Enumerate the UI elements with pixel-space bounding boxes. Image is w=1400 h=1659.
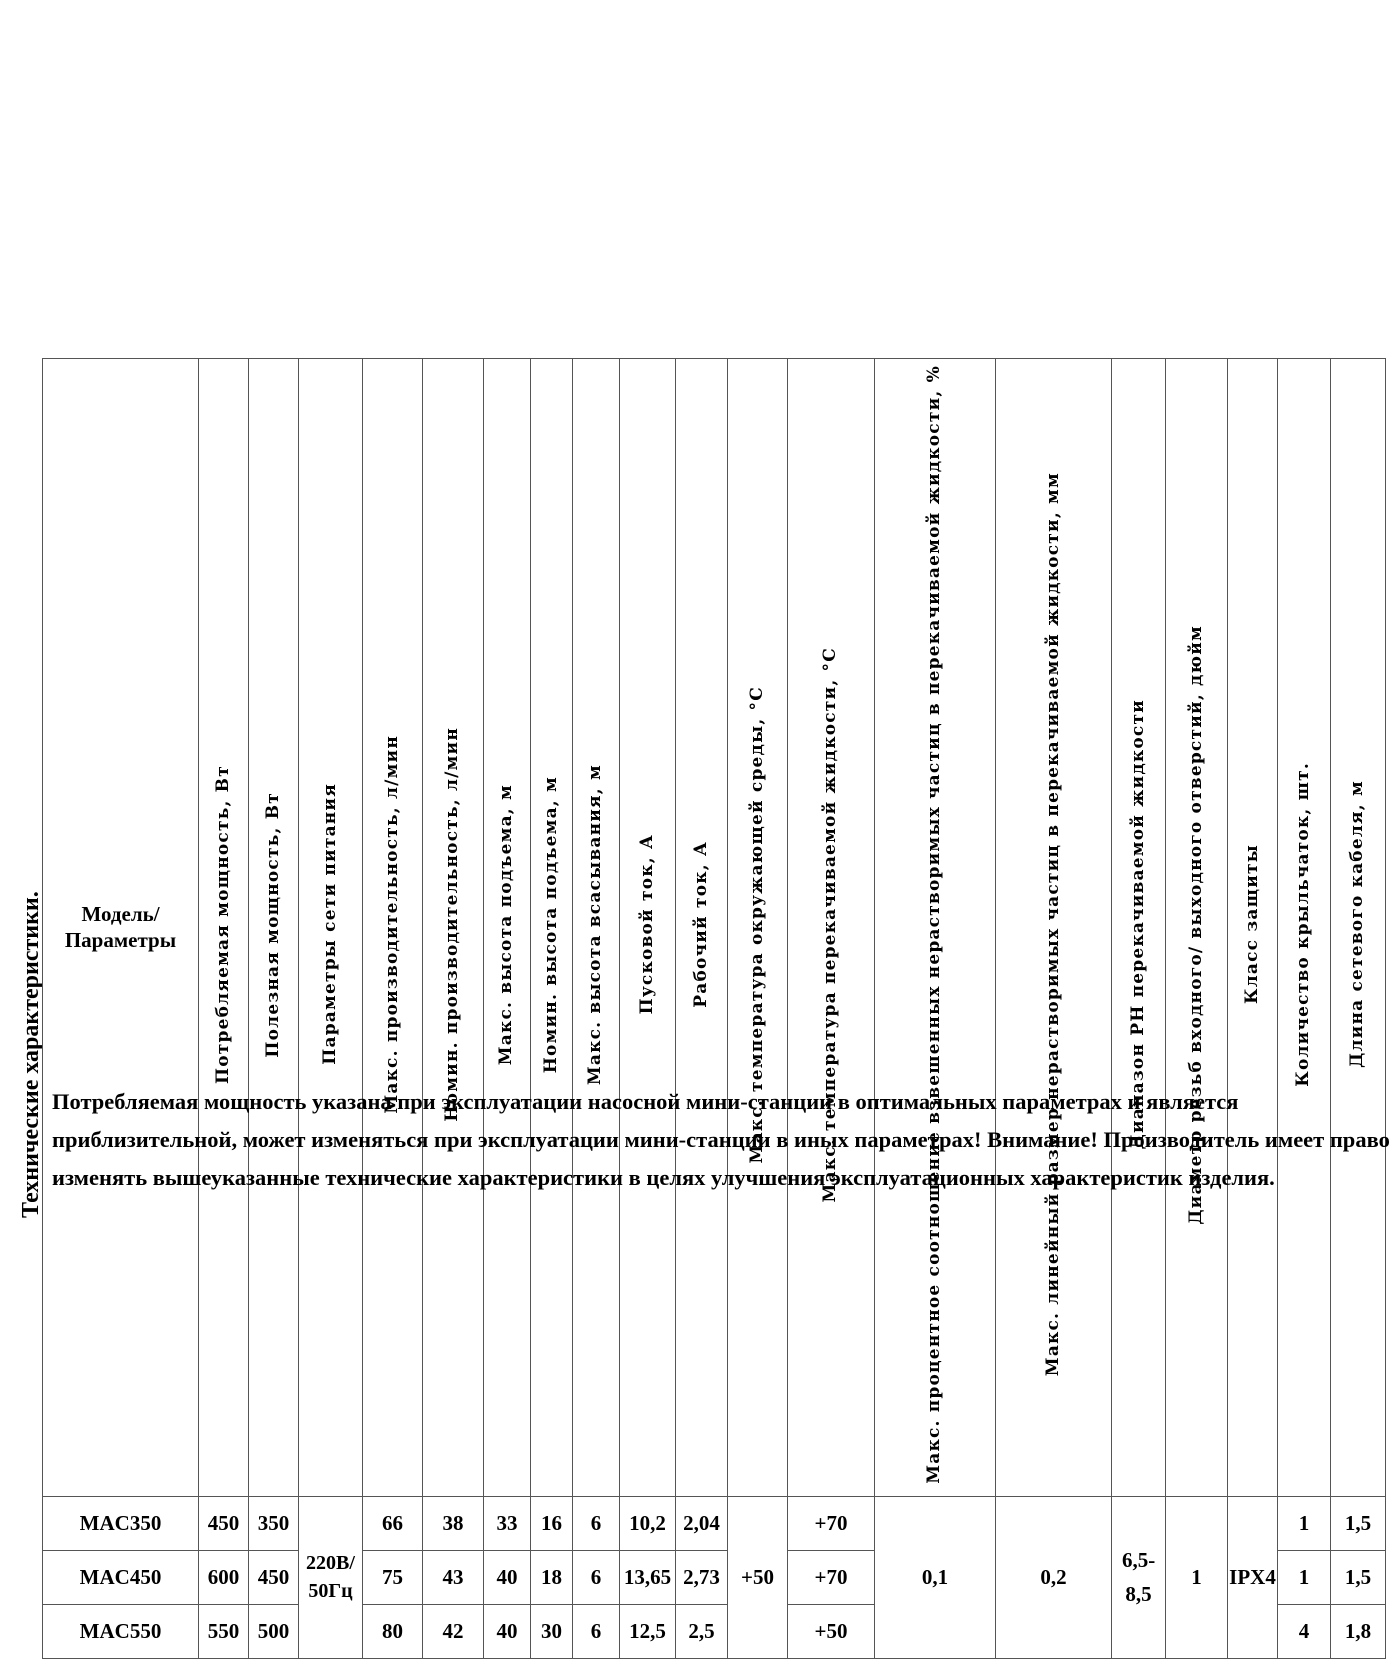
power-out-cell: 450 — [249, 1550, 299, 1604]
max-head-cell: 33 — [484, 1496, 531, 1550]
start-current-cell: 12,5 — [620, 1604, 676, 1658]
nom-flow-cell: 38 — [423, 1496, 484, 1550]
header-nom-flow: Номин. производительность, л/мин — [423, 359, 484, 1497]
header-impellers: Количество крыльчаток, шт. — [1278, 359, 1331, 1497]
model-cell: MAC550 — [43, 1604, 199, 1658]
work-current-cell: 2,5 — [676, 1604, 728, 1658]
header-protection-class: Класс защиты — [1228, 359, 1278, 1497]
specs-table — [42, 358, 1386, 1659]
start-current-cell: 13,65 — [620, 1550, 676, 1604]
max-flow-cell: 75 — [363, 1550, 423, 1604]
impellers-cell: 1 — [1278, 1496, 1331, 1550]
header-ambient-temp: Макс. температура окружающей среды, °С — [728, 359, 788, 1497]
max-suction-cell: 6 — [573, 1550, 620, 1604]
protection-class-cell: IPX4 — [1228, 1496, 1278, 1658]
max-suction-cell: 6 — [573, 1496, 620, 1550]
header-row — [43, 359, 1386, 1497]
header-start-current: Пусковой ток, А — [620, 359, 676, 1497]
header-power-in: Потребляемая мощность, Вт — [199, 359, 249, 1497]
nom-head-cell: 16 — [531, 1496, 573, 1550]
header-max-head: Макс. высота подъема, м — [484, 359, 531, 1497]
header-liquid-temp: Макс. температура перекачиваемой жидкости, °С — [788, 359, 875, 1497]
particles-percent-cell: 0,1 — [875, 1496, 996, 1658]
header-particles-percent: Макс. процентное соотношение взвешенных нерастворимых частиц в перекачиваемой жидкости, % — [875, 359, 996, 1497]
header-particle-size: Макс. линейный размер нерастворимых частиц в перекачиваемой жидкости, мм — [996, 359, 1112, 1497]
corner-header-line2: Параметры — [64, 928, 177, 953]
nom-head-cell: 30 — [531, 1604, 573, 1658]
particle-size-cell: 0,2 — [996, 1496, 1112, 1658]
mains-cell: 220В/ 50Гц — [299, 1496, 363, 1658]
side-title: Технические характеристики. — [18, 891, 44, 1218]
max-suction-cell: 6 — [573, 1604, 620, 1658]
nom-flow-cell: 43 — [423, 1550, 484, 1604]
model-cell: MAC450 — [43, 1550, 199, 1604]
power-in-cell: 550 — [199, 1604, 249, 1658]
thread-diameter-cell: 1 — [1166, 1496, 1228, 1658]
power-in-cell: 600 — [199, 1550, 249, 1604]
liquid-temp-cell: +70 — [788, 1496, 875, 1550]
header-work-current: Рабочий ток, А — [676, 359, 728, 1497]
power-in-cell: 450 — [199, 1496, 249, 1550]
corner-header-line1: Модель/ — [81, 902, 160, 927]
start-current-cell: 10,2 — [620, 1496, 676, 1550]
liquid-temp-cell: +70 — [788, 1550, 875, 1604]
header-max-flow: Макс. производительность, л/мин — [363, 359, 423, 1497]
footnote: Потребляемая мощность указана при эксплуатации насосной мини-станции в оптимальных параметрах и является приблизительной, может изменяться при эксплуатации мини-станции в иных параметрах! Внимание! Производитель имеет право изменять вышеуказанные технические характеристики в целях улучшения эксплуатационных характеристик изделия. — [52, 1089, 1390, 1190]
power-out-cell: 500 — [249, 1604, 299, 1658]
work-current-cell: 2,04 — [676, 1496, 728, 1550]
table-row — [43, 1496, 1386, 1550]
work-current-cell: 2,73 — [676, 1550, 728, 1604]
header-thread-diameter: Диаметр резьб входного/ выходного отверстий, дюйм — [1166, 359, 1228, 1497]
nom-head-cell: 18 — [531, 1550, 573, 1604]
max-head-cell: 40 — [484, 1604, 531, 1658]
ph-range-cell: 6,5- 8,5 — [1112, 1496, 1166, 1658]
nom-flow-cell: 42 — [423, 1604, 484, 1658]
impellers-cell: 4 — [1278, 1604, 1331, 1658]
liquid-temp-cell: +50 — [788, 1604, 875, 1658]
ambient-temp-cell: +50 — [728, 1496, 788, 1658]
corner-header — [43, 359, 199, 1497]
cable-cell: 1,8 — [1331, 1604, 1386, 1658]
cable-cell: 1,5 — [1331, 1550, 1386, 1604]
power-out-cell: 350 — [249, 1496, 299, 1550]
impellers-cell: 1 — [1278, 1550, 1331, 1604]
header-cable: Длина сетевого кабеля, м — [1331, 359, 1386, 1497]
header-nom-head: Номин. высота подъема, м — [531, 359, 573, 1497]
max-flow-cell: 80 — [363, 1604, 423, 1658]
cable-cell: 1,5 — [1331, 1496, 1386, 1550]
header-mains: Параметры сети питания — [299, 359, 363, 1497]
model-cell: MAC350 — [43, 1496, 199, 1550]
max-flow-cell: 66 — [363, 1496, 423, 1550]
header-max-suction: Макс. высота всасывания, м — [573, 359, 620, 1497]
header-ph-range: Диапазон PH перекачиваемой жидкости — [1112, 359, 1166, 1497]
max-head-cell: 40 — [484, 1550, 531, 1604]
header-power-out: Полезная мощность, Вт — [249, 359, 299, 1497]
